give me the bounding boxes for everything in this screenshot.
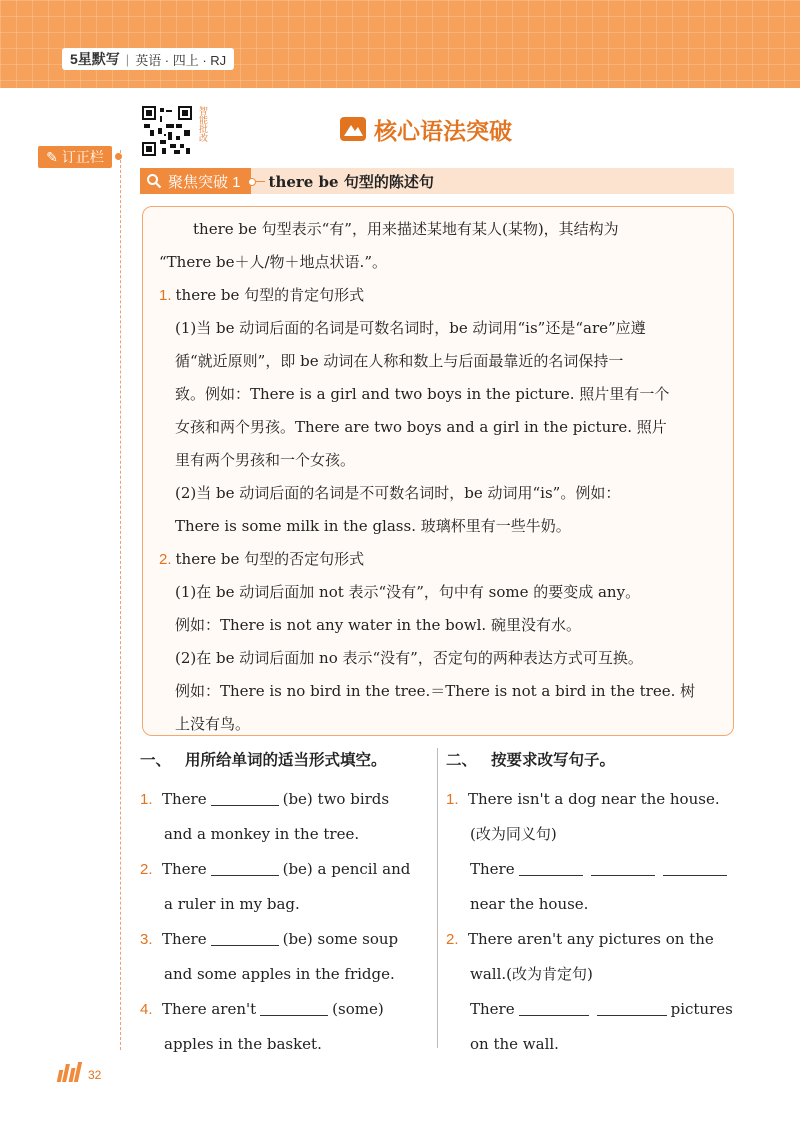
exercise-mark: 一、 — [140, 752, 172, 769]
answer-blank[interactable] — [591, 858, 655, 876]
item-instruction: wall.(改为肯定句) — [470, 965, 593, 983]
focus-badge — [140, 168, 251, 194]
grammar-line: 致。例如：There is a girl and two boys in the picture. 照片里有一个 — [175, 385, 670, 403]
qr-caption: 智能批改 — [198, 106, 208, 142]
point-title: there be 句型的肯定句形式 — [175, 286, 365, 304]
item-number: 3. — [140, 931, 153, 948]
exercise-rewrite — [446, 748, 736, 1062]
section-title-text: 核心语法突破 — [374, 117, 512, 144]
item-number: 2. — [140, 861, 153, 878]
qr-code-icon[interactable] — [142, 106, 192, 156]
item-number: 4. — [140, 1001, 153, 1018]
correction-label: 订正栏 — [61, 149, 104, 165]
answer-blank[interactable] — [663, 858, 727, 876]
grammar-line: 女孩和两个男孩。There are two boys and a girl in the picture. 照片 — [175, 418, 667, 436]
answer-end: near the house. — [470, 895, 589, 913]
exercise-heading-text: 用所给单词的适当形式填空。 — [185, 752, 387, 769]
exercise-item — [446, 922, 736, 957]
point-number: 1. — [159, 287, 172, 304]
column-divider — [437, 748, 438, 1048]
grammar-line: (1)当 be 动词后面的名词是可数名词时，be 动词用“is”还是“are”应遵 — [175, 319, 646, 337]
correction-margin-line — [120, 150, 121, 1050]
exercise-fill-in — [140, 748, 430, 1062]
series-label: 英语 · 四上 · RJ — [135, 52, 227, 68]
book-stack-icon — [58, 1062, 80, 1082]
grammar-point-heading — [159, 279, 719, 312]
exercise-mark: 二、 — [446, 752, 478, 769]
correction-tab — [38, 146, 112, 168]
separator: | — [125, 51, 130, 67]
item-text-line: a ruler in my bag. — [164, 895, 300, 913]
pencil-icon: ✎ — [46, 148, 58, 165]
answer-blank[interactable] — [211, 858, 279, 876]
item-text: There — [162, 790, 207, 808]
item-instruction: (改为同义句) — [470, 825, 557, 843]
grammar-line: (1)在 be 动词后面加 not 表示“没有”，句中有 some 的要变成 any。 — [175, 583, 641, 601]
answer-line — [446, 992, 736, 1027]
focus-badge-label: 聚焦突破 1 — [168, 173, 241, 191]
answer-blank[interactable] — [519, 858, 583, 876]
grammar-line: 里有两个男孩和一个女孩。 — [175, 451, 356, 469]
item-text: There aren't — [162, 1000, 257, 1018]
point-title: there be 句型的否定句形式 — [175, 550, 365, 568]
grammar-line: (2)在 be 动词后面加 no 表示“没有”，否定句的两种表达方式可互换。 — [175, 649, 643, 667]
section-title — [340, 112, 512, 146]
item-number: 2. — [446, 931, 459, 948]
focus-connector — [251, 181, 265, 182]
exercise-heading — [140, 748, 430, 778]
grammar-point-heading — [159, 543, 719, 576]
item-text: There — [162, 930, 207, 948]
item-text: (be) a pencil and — [282, 860, 411, 878]
grammar-line: 上没有鸟。 — [175, 715, 251, 733]
item-text: There — [162, 860, 207, 878]
answer-blank[interactable] — [211, 788, 279, 806]
grammar-line: There is some milk in the glass. 玻璃杯里有一些牛奶。 — [175, 517, 571, 535]
exercise-heading-text: 按要求改写句子。 — [491, 752, 616, 769]
grammar-line: (2)当 be 动词后面的名词是不可数名词时，be 动词用“is”。例如： — [175, 484, 621, 502]
item-text: There isn't a dog near the house. — [468, 790, 720, 808]
exercise-item — [140, 922, 430, 957]
mountain-icon — [340, 117, 366, 141]
answer-blank[interactable] — [597, 998, 667, 1016]
item-text: (be) two birds — [282, 790, 390, 808]
answer-start: There — [470, 1000, 515, 1018]
brand-label: 5星默写 — [70, 51, 120, 67]
item-text-line: and a monkey in the tree. — [164, 825, 360, 843]
point-number: 2. — [159, 551, 172, 568]
item-text: There aren't any pictures on the — [468, 930, 714, 948]
item-number: 1. — [446, 791, 459, 808]
item-text-line: apples in the basket. — [164, 1035, 322, 1053]
answer-blank[interactable] — [260, 998, 328, 1016]
grammar-line: 例如：There is no bird in the tree.＝There is not a bird in the tree. 树 — [175, 682, 696, 700]
exercise-item — [446, 782, 736, 817]
page-number: 32 — [88, 1068, 102, 1082]
grammar-intro-line: there be 句型表示“有”，用来描述某地有某人(某物)，其结构为 — [193, 220, 619, 238]
answer-end: on the wall. — [470, 1035, 559, 1053]
item-text: (some) — [332, 1000, 384, 1018]
grammar-intro-line: “There be＋人/物＋地点状语.”。 — [159, 253, 387, 271]
item-text-line: and some apples in the fridge. — [164, 965, 395, 983]
magnifier-icon — [146, 173, 162, 189]
answer-line — [446, 852, 736, 887]
focus-title: there be 句型的陈述句 — [268, 172, 434, 191]
exercise-item — [140, 782, 430, 817]
answer-blank[interactable] — [211, 928, 279, 946]
exercise-item — [140, 852, 430, 887]
focus-bar — [140, 168, 734, 194]
exercise-heading — [446, 748, 736, 778]
exercise-item — [140, 992, 430, 1027]
answer-start: There — [470, 860, 515, 878]
page-footer — [58, 1062, 101, 1082]
tab-dot — [115, 153, 122, 160]
item-text: (be) some soup — [282, 930, 399, 948]
header-band — [0, 0, 800, 88]
answer-mid: pictures — [670, 1000, 733, 1018]
grammar-line: 例如：There is not any water in the bowl. 碗里没有水。 — [175, 616, 581, 634]
item-number: 1. — [140, 791, 153, 808]
grammar-line: 循“就近原则”，即 be 动词在人称和数上与后面最靠近的名词保持一 — [175, 352, 624, 370]
series-tag — [62, 48, 234, 70]
grammar-box — [142, 206, 734, 736]
answer-blank[interactable] — [519, 998, 589, 1016]
